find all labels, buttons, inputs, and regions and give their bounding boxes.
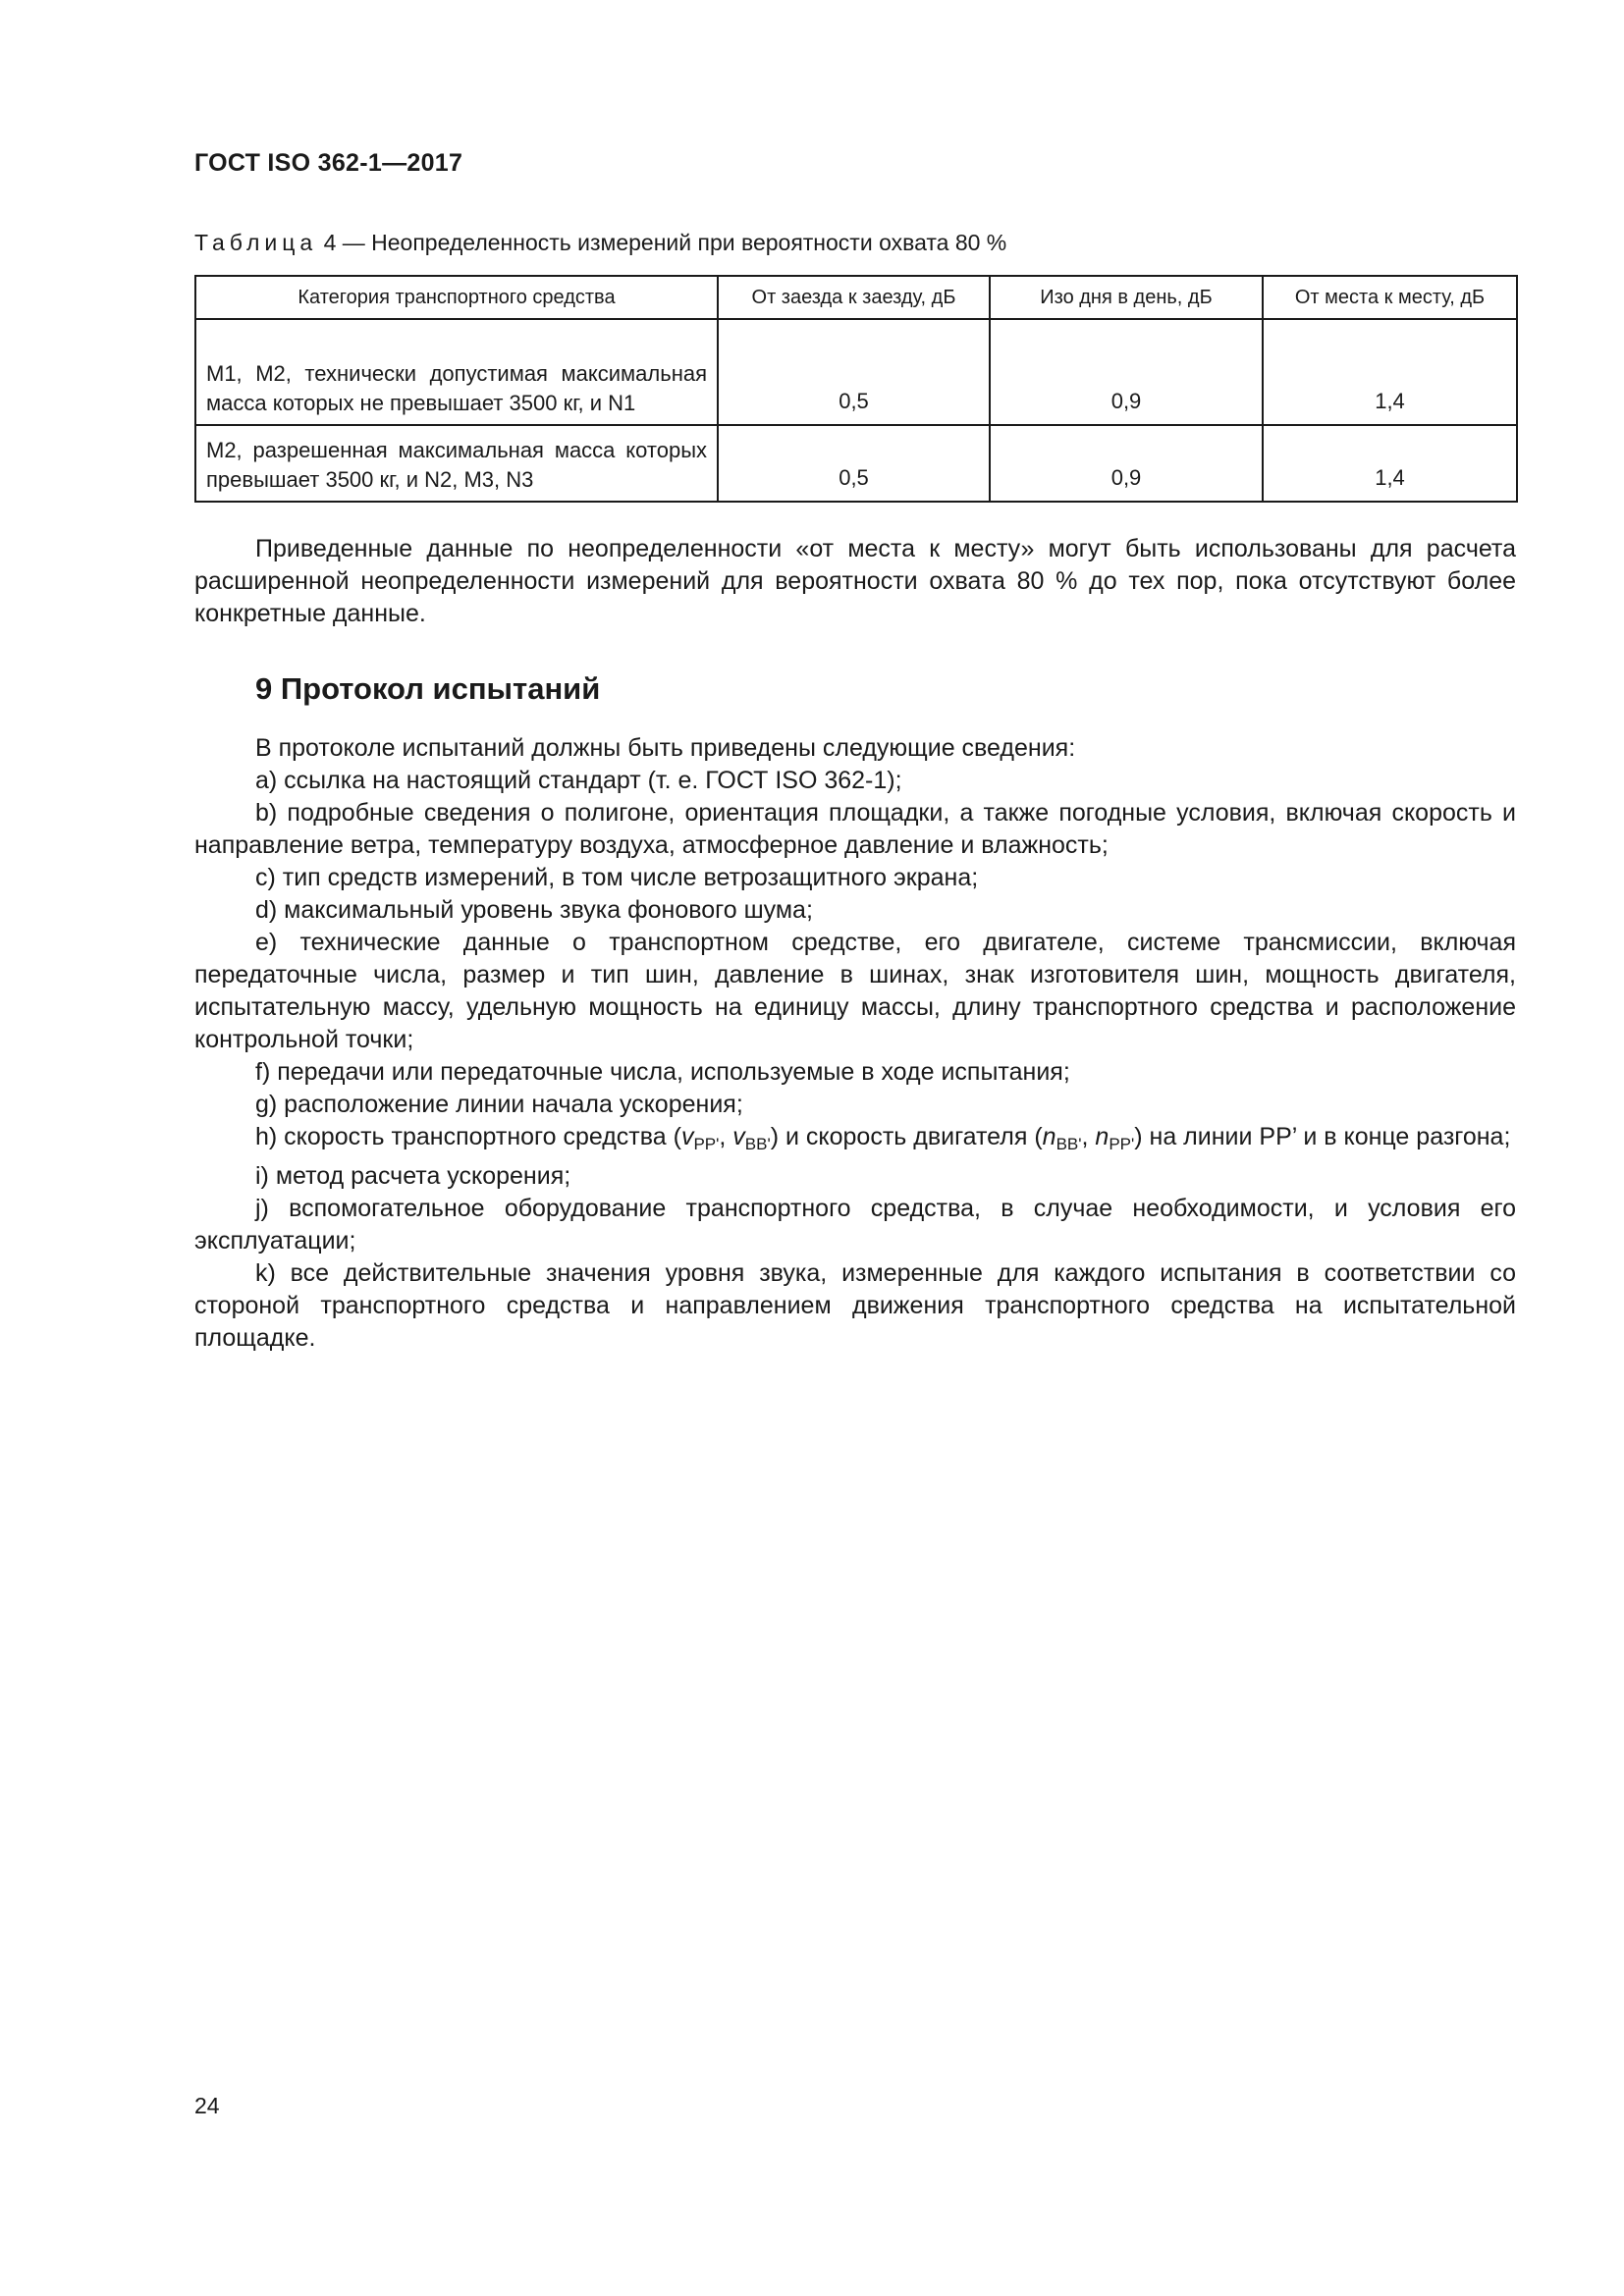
- list-item-h: [194, 1121, 1516, 1160]
- page-number: 24: [194, 2093, 220, 2118]
- subscript-bb: BB': [744, 1135, 771, 1153]
- report-requirements-list: [194, 732, 1516, 1355]
- list-item-c: c) тип средств измерений, в том числе ветрозащитного экрана;: [255, 864, 979, 891]
- table-cell-site-to-site: 1,4: [1263, 319, 1517, 425]
- section-title: 9 Протокол испытаний: [255, 671, 601, 706]
- subscript-pp: PP': [1109, 1135, 1135, 1153]
- subscript-bb: BB': [1056, 1135, 1082, 1153]
- table-cell-category: M1, M2, технически допустимая максимальная масса которых не превышает 3500 кг, и N1: [195, 319, 718, 425]
- table-cell-run-to-run: 0,5: [718, 319, 990, 425]
- list-item-i: i) метод расчета ускорения;: [255, 1162, 571, 1190]
- item-h-text-3: ) на линии PP’ и в конце разгона;: [1134, 1123, 1511, 1150]
- symbol-n: n: [1095, 1123, 1110, 1150]
- table-cell-site-to-site: 1,4: [1263, 425, 1517, 502]
- column-header-run-to-run: От заезда к заезду, дБ: [718, 276, 990, 319]
- column-header-site-to-site: От места к месту, дБ: [1263, 276, 1517, 319]
- separator: ,: [719, 1123, 733, 1150]
- list-item-e: e) технические данные о транспортном средстве, его двигателе, системе трансмиссии, включая передаточные числа, размер и тип шин, давление в шинах, знак изготовителя шин, мощность двигателя, испытательную массу, удельную мощность на единицу массы, длину транспортного средства и расположение контрольной точки;: [194, 929, 1516, 1053]
- list-item-f: f) передачи или передаточные числа, используемые в ходе испытания;: [255, 1058, 1070, 1086]
- table-cell-day-to-day: 0,9: [990, 319, 1263, 425]
- list-item-d: d) максимальный уровень звука фонового шума;: [255, 896, 813, 924]
- table-cell-category: M2, разрешенная максимальная масса которых превышает 3500 кг, и N2, M3, N3: [195, 425, 718, 502]
- list-item-b: b) подробные сведения о полигоне, ориентация площадки, а также погодные условия, включая скорость и направление ветра, температуру воздуха, атмосферное давление и влажность;: [194, 799, 1516, 859]
- column-header-category: Категория транспортного средства: [195, 276, 718, 319]
- subscript-pp: PP': [693, 1135, 720, 1153]
- table-row: [195, 319, 1517, 425]
- table-header-row: [195, 276, 1517, 319]
- symbol-n: n: [1042, 1123, 1056, 1150]
- symbol-v: v: [680, 1123, 694, 1150]
- column-header-day-to-day: Изо дня в день, дБ: [990, 276, 1263, 319]
- section-intro: В протоколе испытаний должны быть приведены следующие сведения:: [255, 734, 1076, 762]
- table-cell-day-to-day: 0,9: [990, 425, 1263, 502]
- list-item-g: g) расположение линии начала ускорения;: [255, 1091, 743, 1118]
- list-item-j: j) вспомогательное оборудование транспортного средства, в случае необходимости, и условия его эксплуатации;: [194, 1195, 1516, 1255]
- item-h-text-1: h) скорость транспортного средства (: [255, 1123, 681, 1150]
- separator: ,: [1081, 1123, 1096, 1150]
- table-row: [195, 425, 1517, 502]
- uncertainty-table: [194, 275, 1518, 503]
- symbol-v: v: [732, 1123, 745, 1150]
- table-cell-run-to-run: 0,5: [718, 425, 990, 502]
- list-item-k: k) все действительные значения уровня звука, измеренные для каждого испытания в соответствии со стороной транспортного средства и направлением движения транспортного средства на испытательной площадке.: [194, 1259, 1516, 1352]
- note-paragraph-block: [194, 533, 1516, 630]
- note-paragraph: Приведенные данные по неопределенности «от места к месту» могут быть использованы для расчета расширенной неопределенности измерений для вероятности охвата 80 % до тех пор, пока отсутствуют более конкретные данные.: [194, 535, 1516, 627]
- list-item-a: а) ссылка на настоящий стандарт (т. е. ГОСТ ISO 362-1);: [255, 767, 902, 794]
- table-caption-text: 4 — Неопределенность измерений при вероятности охвата 80 %: [317, 230, 1007, 255]
- item-h-text-2: ) и скорость двигателя (: [770, 1123, 1043, 1150]
- standard-code-header: ГОСТ ISO 362-1—2017: [194, 149, 463, 177]
- table-caption: [194, 230, 1006, 256]
- table-caption-label: Таблица: [194, 230, 318, 255]
